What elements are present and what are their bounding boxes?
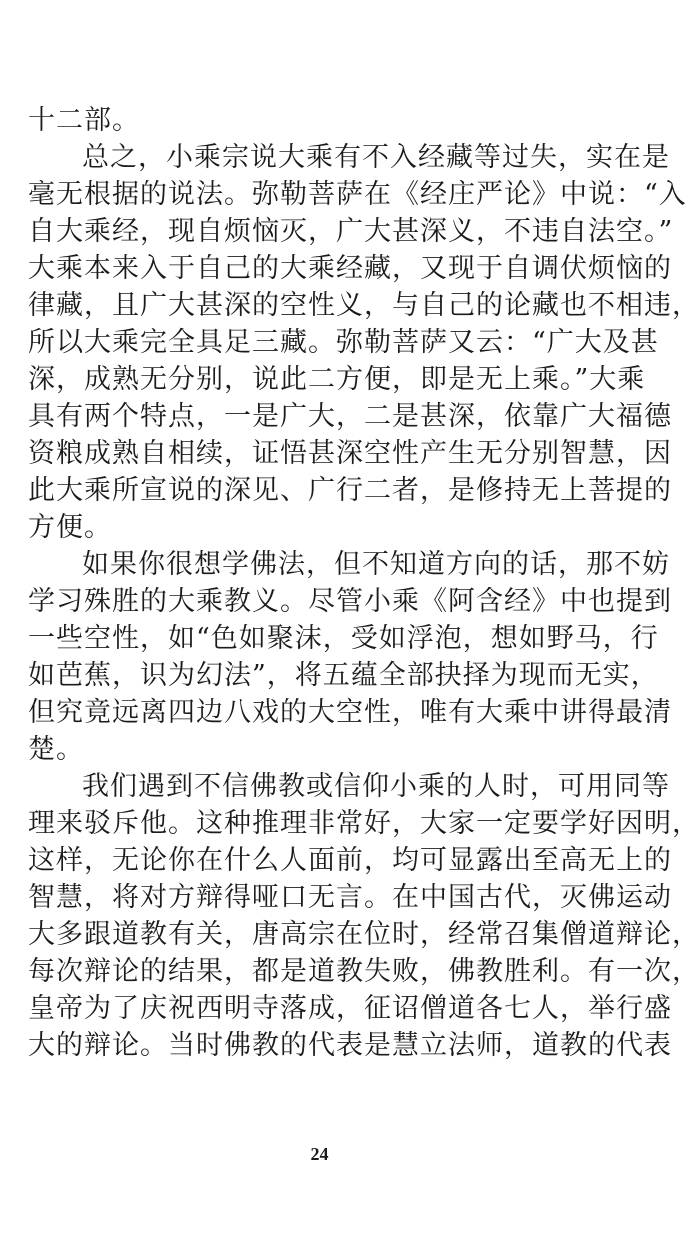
text-line: 皇帝为了庆祝西明寺落成，征诏僧道各七人，举行盛 xyxy=(28,993,672,1024)
text-line: 学习殊胜的大乘教义。尽管小乘《阿含经》中也提到 xyxy=(28,586,672,617)
text-line: 深，成熟无分别，说此二方便，即是无上乘。”大乘 xyxy=(28,364,646,395)
text-line: 如果你很想学佛法，但不知道方向的话，那不妨 xyxy=(82,549,670,580)
text-line: 毫无根据的说法。弥勒菩萨在《经庄严论》中说：“入 xyxy=(28,179,687,210)
text-line: 理来驳斥他。这种推理非常好，大家一定要学好因明， xyxy=(28,808,700,839)
text-line: 律藏，且广大甚深的空性义，与自己的论藏也不相违， xyxy=(28,290,700,321)
text-line: 具有两个特点，一是广大，二是甚深，依靠广大福德 xyxy=(28,401,672,432)
page-number: 24 xyxy=(310,1144,329,1164)
text-line: 如芭蕉，识为幻法”，将五蕴全部抉择为现而无实， xyxy=(28,660,659,691)
text-line: 资粮成熟自相续，证悟甚深空性产生无分别智慧，因 xyxy=(28,438,672,469)
text-line: 楚。 xyxy=(28,734,84,765)
text-line: 这样，无论你在什么人面前，均可显露出至高无上的 xyxy=(28,845,672,876)
text-line: 方便。 xyxy=(28,512,112,543)
text-line: 此大乘所宣说的深见、广行二者，是修持无上菩提的 xyxy=(28,475,672,506)
text-line: 所以大乘完全具足三藏。弥勒菩萨又云：“广大及甚 xyxy=(28,327,659,358)
text-line: 大的辩论。当时佛教的代表是慧立法师，道教的代表 xyxy=(28,1030,672,1061)
text-line: 十二部。 xyxy=(28,105,140,136)
text-line: 但究竟远离四边八戏的大空性，唯有大乘中讲得最清 xyxy=(28,697,672,728)
text-line: 我们遇到不信佛教或信仰小乘的人时，可用同等 xyxy=(82,771,670,802)
text-line: 每次辩论的结果，都是道教失败，佛教胜利。有一次， xyxy=(28,956,700,987)
text-line: 大多跟道教有关，唐高宗在位时，经常召集僧道辩论， xyxy=(28,919,700,950)
text-line: 一些空性，如“色如聚沫，受如浮泡，想如野马，行 xyxy=(28,623,659,654)
body-text xyxy=(28,102,700,1064)
text-line: 自大乘经，现自烦恼灭，广大甚深义，不违自法空。” xyxy=(28,216,674,247)
text-line: 大乘本来入于自己的大乘经藏，又现于自调伏烦恼的 xyxy=(28,253,672,284)
text-line: 总之，小乘宗说大乘有不入经藏等过失，实在是 xyxy=(82,142,670,173)
text-line: 智慧，将对方辩得哑口无言。在中国古代，灭佛运动 xyxy=(28,882,672,913)
